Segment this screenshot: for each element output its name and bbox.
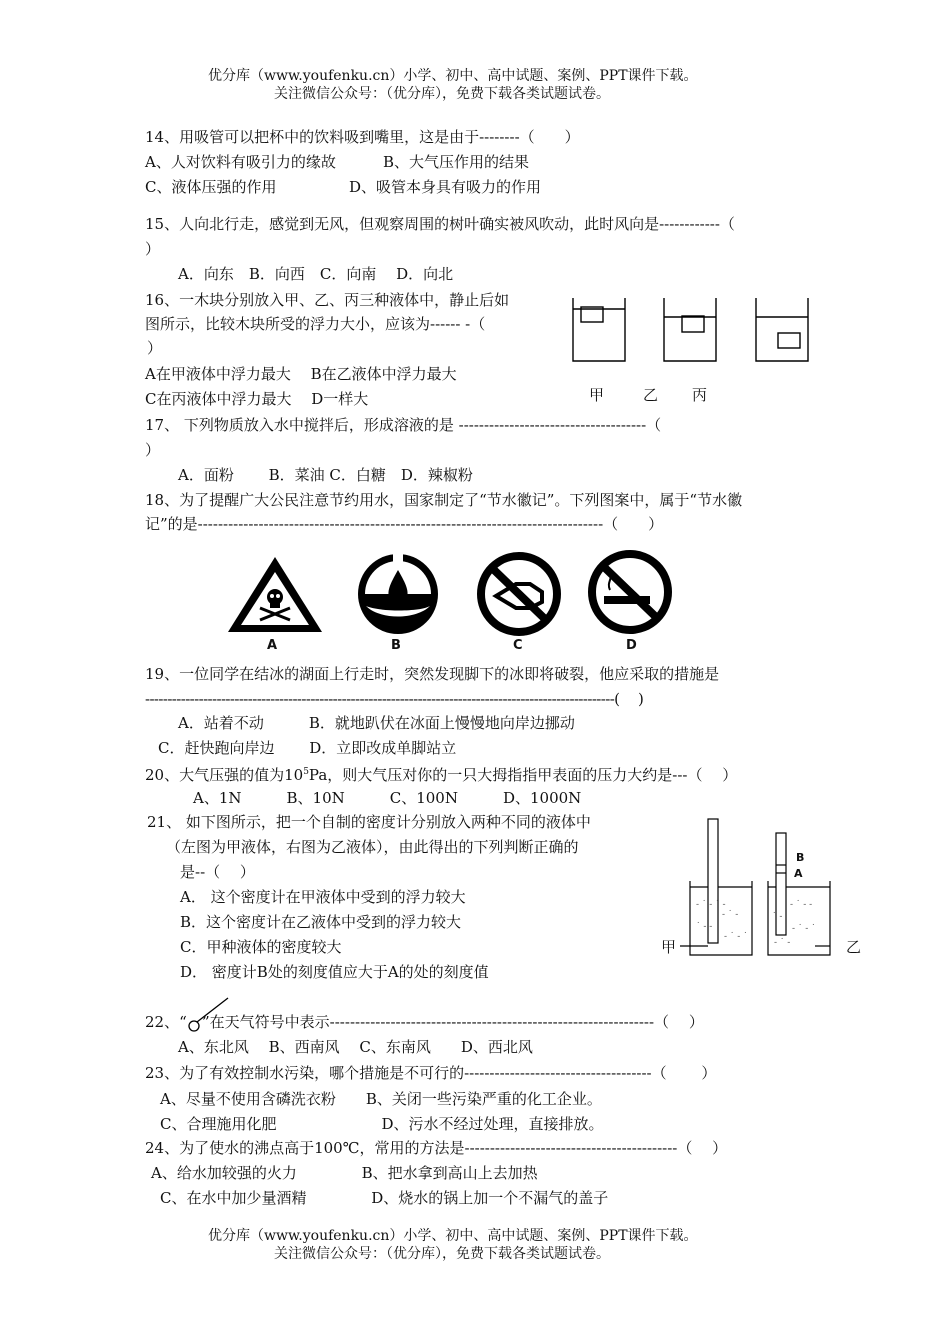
q18-label-a: A [267,638,278,653]
svg-text:- ˙ -: - ˙ - [722,910,739,920]
q16-label-bing: 丙 [692,386,708,404]
q20-stem: 20、大气压强的值为$10^5Pa$，则大气压对你的一只大拇指指甲表面的压力大约是---（ ） [145,766,738,784]
q19-stem-1: 19、一位同学在结冰的湖面上行走时，突然发现脚下的冰即将破裂，他应采取的措施是 [145,665,720,683]
q18-label-d: D [626,638,637,653]
q23-options-cd: C、合理施用化肥 D、污水不经过处理，直接排放。 [160,1115,604,1133]
q21-option-c: C．甲种液体的密度较大 [180,938,342,956]
q14-option-d: D、吸管本身具有吸力的作用 [349,178,542,196]
q18-label-c: C [513,638,523,653]
q22-stem-prefix: 22、“ [145,1013,187,1031]
q24-options-cd: C、在水中加少量酒精 D、烧水的锅上加一个不漏气的盖子 [160,1189,609,1207]
q19-options-ab: A．站着不动 B．就地趴伏在冰面上慢慢地向岸边挪动 [178,714,575,732]
q16-options-1: A在甲液体中浮力最大 B在乙液体中浮力最大 [145,365,457,383]
q17-stem: 17、 下列物质放入水中搅拌后，形成溶液的是 -------------------------------------（ [145,416,662,434]
q19-stem-2: ---------------------------------------------------------------------------------------------------------( ) [145,690,644,708]
q16-stem-1: 16、一木块分别放入甲、乙、丙三种液体中，静止后如 [145,291,510,309]
q18-label-b: B [391,638,401,653]
svg-text:˙ -: ˙ - [772,912,783,922]
q20-options: A、1N B、10N C、100N D、1000N [193,789,582,807]
q17-options: A．面粉 B．菜油 C．白糖 D．辣椒粉 [178,466,473,484]
q16-label-yi: 乙 [643,386,659,404]
svg-text:- ˙ - -: - ˙ - - [790,900,813,910]
no-honking-symbol-icon [481,556,557,632]
footer-line-1: 优分库（www.youfenku.cn）小学、初中、高中试题、案例、PPT课件下载。 [208,1228,698,1244]
q21-option-a: A． 这个密度计在甲液体中受到的浮力较大 [180,888,466,906]
q18-stem-2: 记”的是--------------------------------------------------------------------------------（ ） [145,515,664,533]
q16-stem-3: ） [147,339,163,357]
q18-symbols-figure [230,552,680,652]
q21-option-b: B．这个密度计在乙液体中受到的浮力较大 [180,913,462,931]
header-line-1: 优分库（www.youfenku.cn）小学、初中、高中试题、案例、PPT课件下载。 [208,68,698,84]
q14-option-c: C、液体压强的作用 [145,178,277,196]
q23-stem: 23、为了有效控制水污染，哪个措施是不可行的-------------------------------------（ ） [145,1064,717,1082]
q16-beakers-figure [570,295,810,365]
q18-stem-1: 18、为了提醒广大公民注意节约用水，国家制定了“节水徽记”。下列图案中，属于“节水徽 [145,491,743,509]
q16-stem-2: 图所示，比较木块所受的浮力大小，应该为------ -（ [145,315,486,333]
q22-stem: ”在天气符号中表示----------------------------------------------------------------（ ） [202,1013,704,1031]
q21-hydrometer-figure [680,815,860,960]
q21-stem-3: 是--（ ） [180,863,255,881]
svg-text:- ˙ - ˙: - ˙ - ˙ [792,924,816,934]
svg-text:- ˙ - ˙ -: - ˙ - ˙ - [696,900,726,910]
q22-options: A、东北风 B、西南风 C、东南风 D、西北风 [178,1038,533,1056]
q14-stem: 14、用吸管可以把杯中的饮料吸到嘴里，这是由于--------（ ） [145,128,580,146]
toxic-symbol-icon [228,557,322,632]
water-saving-symbol-icon [358,554,438,634]
q21-stem-1: 21、 如下图所示，把一个自制的密度计分别放入两种不同的液体中 [147,813,591,831]
q23-options-ab: A、尽量不使用含磷洗衣粉 B、关闭一些污染严重的化工企业。 [160,1090,602,1108]
q15-options: A．向东 B．向西 C．向南 D．向北 [178,265,454,283]
no-smoking-symbol-icon [592,554,668,630]
q24-stem: 24、为了使水的沸点高于100℃，常用的方法是------------------------------------------（ ） [145,1139,728,1157]
q21-mark-a: A [794,867,803,880]
q21-stem-2: （左图为甲液体，右图为乙液体），由此得出的下列判断正确的 [166,838,579,856]
q15-stem-end: ） [145,240,161,258]
q21-option-d: D． 密度计B处的刻度值应大于A的处的刻度值 [180,963,489,981]
q16-options-2: C在丙液体中浮力最大 D一样大 [145,390,369,408]
svg-text:- ˙ -: - ˙ - [774,938,791,948]
q21-label-yi: 乙 [846,938,862,956]
header-line-2: 关注微信公众号：（优分库），免费下载各类试题试卷。 [274,86,610,102]
q14-option-a: A、人对饮料有吸引力的缘故 [145,153,336,171]
svg-text:- ˙ - ˙: - ˙ - ˙ [724,932,748,942]
q24-options-ab: A、给水加较强的火力 B、把水拿到高山上去加热 [151,1164,538,1182]
q15-stem: 15、人向北行走，感觉到无风，但观察周围的树叶确实被风吹动，此时风向是------------（ [145,215,735,233]
q21-mark-b: B [796,851,805,864]
q16-label-jia: 甲 [589,386,605,404]
q17-stem-end: ） [145,441,161,459]
q14-option-b: B、大气压作用的结果 [383,153,530,171]
q19-options-cd: C．赶快跑向岸边 D．立即改成单脚站立 [158,739,457,757]
svg-text:˙ - -: ˙ - - [696,922,713,932]
footer-line-2: 关注微信公众号：（优分库），免费下载各类试题试卷。 [274,1246,610,1262]
q21-label-jia: 甲 [661,938,677,956]
